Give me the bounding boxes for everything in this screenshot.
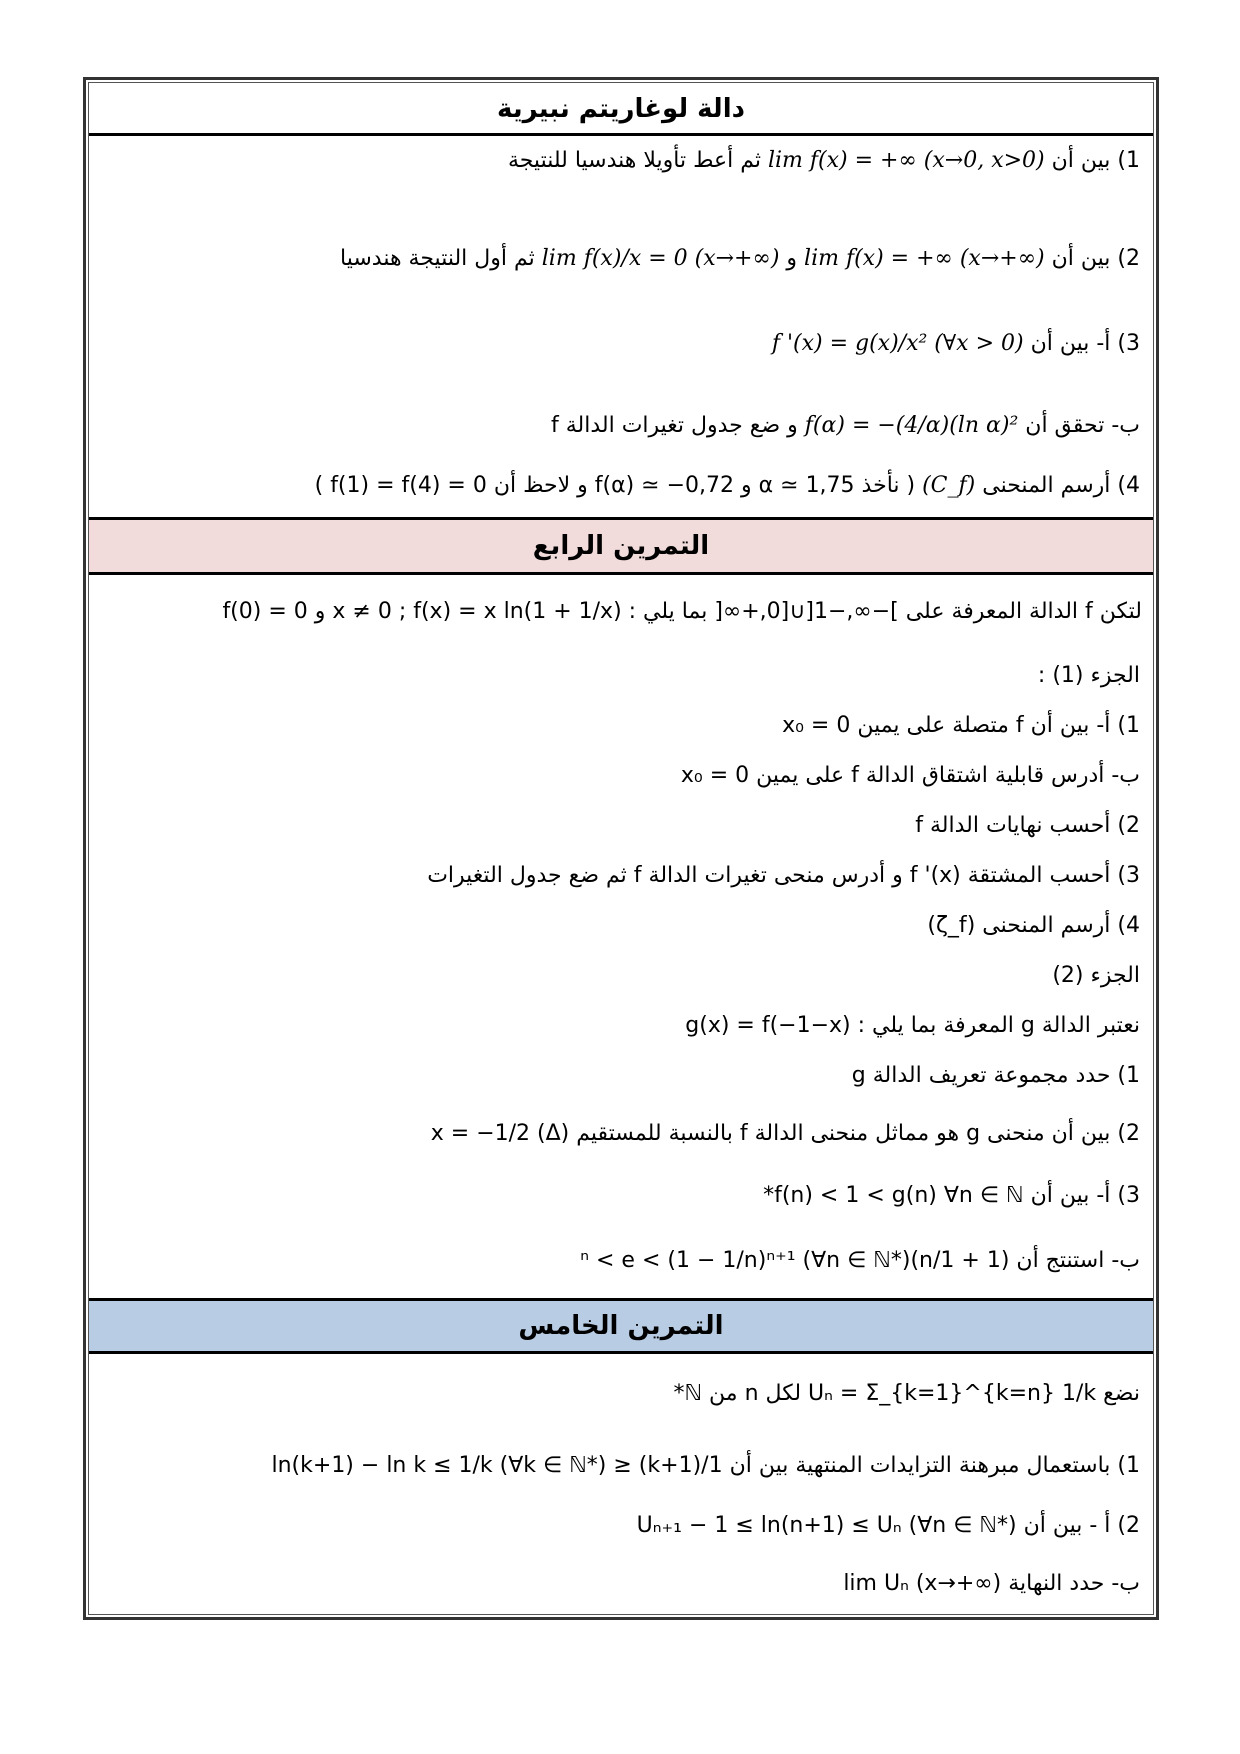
ex4-p1q1a: 1) أ- بين أن f متصلة على يمين x₀ = 0 <box>782 713 1140 738</box>
ex4-p1q3: 3) أحسب المشتقة f '(x) و أدرس منحى تغيرات الدالة f ثم ضع جدول التغيرات <box>427 863 1140 888</box>
ex5-q1: 1) باستعمال مبرهنة التزايدات المنتهية بين أن 1/(k+1) ≤ ln(k+1) − ln k ≤ 1/k (∀k ∈ ℕ*) <box>271 1453 1140 1478</box>
q2-line: 2) بين أن lim f(x) = +∞ (x→+∞) و lim f(x)/x = 0 (x→+∞) ثم أول النتيجة هندسيا <box>340 246 1140 271</box>
ex4-p1q4: 4) أرسم المنحنى (ζ_f) <box>927 913 1140 938</box>
q3b-line: ب- تحقق أن f(α) = −(4/α)(ln α)² و ضع جدول تغيرات الدالة f <box>550 413 1140 438</box>
ex5-q2a: 2) أ - بين أن Uₙ₊₁ − 1 ≤ ln(n+1) ≤ Uₙ (∀n ∈ ℕ*) <box>636 1513 1140 1538</box>
exercise4-header <box>89 517 1153 575</box>
ex4-p2q3a: 3) أ- بين أن f(n) < 1 < g(n) ∀n ∈ ℕ* <box>763 1183 1140 1208</box>
ex5-q2b: ب- حدد النهاية lim Uₙ (x→+∞) <box>843 1571 1140 1596</box>
ex4-p2q1: 1) حدد مجموعة تعريف الدالة g <box>851 1063 1140 1088</box>
ex5-intro: نضع Uₙ = Σ_{k=1}^{k=n} 1/k لكل n من ℕ* <box>673 1381 1140 1406</box>
page-title <box>89 84 1153 136</box>
title-text: دالة لوغاريتم نبيرية <box>497 93 745 124</box>
exercise5-title: التمرين الخامس <box>518 1311 724 1341</box>
exercise5-header <box>89 1298 1153 1354</box>
ex4-p1q2: 2) أحسب نهايات الدالة f <box>915 813 1140 838</box>
q1-line: 1) بين أن lim f(x) = +∞ (x→0, x>0) ثم أعط تأويلا هندسيا للنتيجة <box>507 148 1140 173</box>
exercise4-title: التمرين الرابع <box>532 531 710 561</box>
ex4-part1-label: الجزء (1) : <box>1037 663 1140 688</box>
ex4-p1q1b: ب- أدرس قابلية اشتقاق الدالة f على يمين x₀ = 0 <box>680 763 1140 788</box>
q3a-line: 3) أ- بين أن f '(x) = g(x)/x² (∀x > 0) <box>771 331 1140 356</box>
ex4-p2q2: 2) بين أن منحنى g هو مماثل منحنى الدالة f بالنسبة للمستقيم (Δ) x = −1/2 <box>430 1121 1140 1146</box>
ex4-intro: لتكن f الدالة المعرفة على ]−∞,−1[∪[0,+∞[ بما يلي : x ≠ 0 ; f(x) = x ln(1 + 1/x) و f(0) = 0 <box>222 599 1142 624</box>
ex4-p2intro: نعتبر الدالة g المعرفة بما يلي : g(x) = f(−1−x) <box>685 1013 1140 1038</box>
ex4-p2q3b: ب- استنتج أن (1 + 1/n)ⁿ < e < (1 − 1/n)ⁿ⁺¹ (∀n ∈ ℕ*) <box>580 1248 1140 1273</box>
q4-line: 4) أرسم المنحنى (C_f) ( نأخذ α ≃ 1,75 و f(α) ≃ −0,72 و لاحظ أن f(1) = f(4) = 0 ) <box>314 473 1140 498</box>
ex4-part2-label: الجزء (2) <box>1052 963 1140 988</box>
